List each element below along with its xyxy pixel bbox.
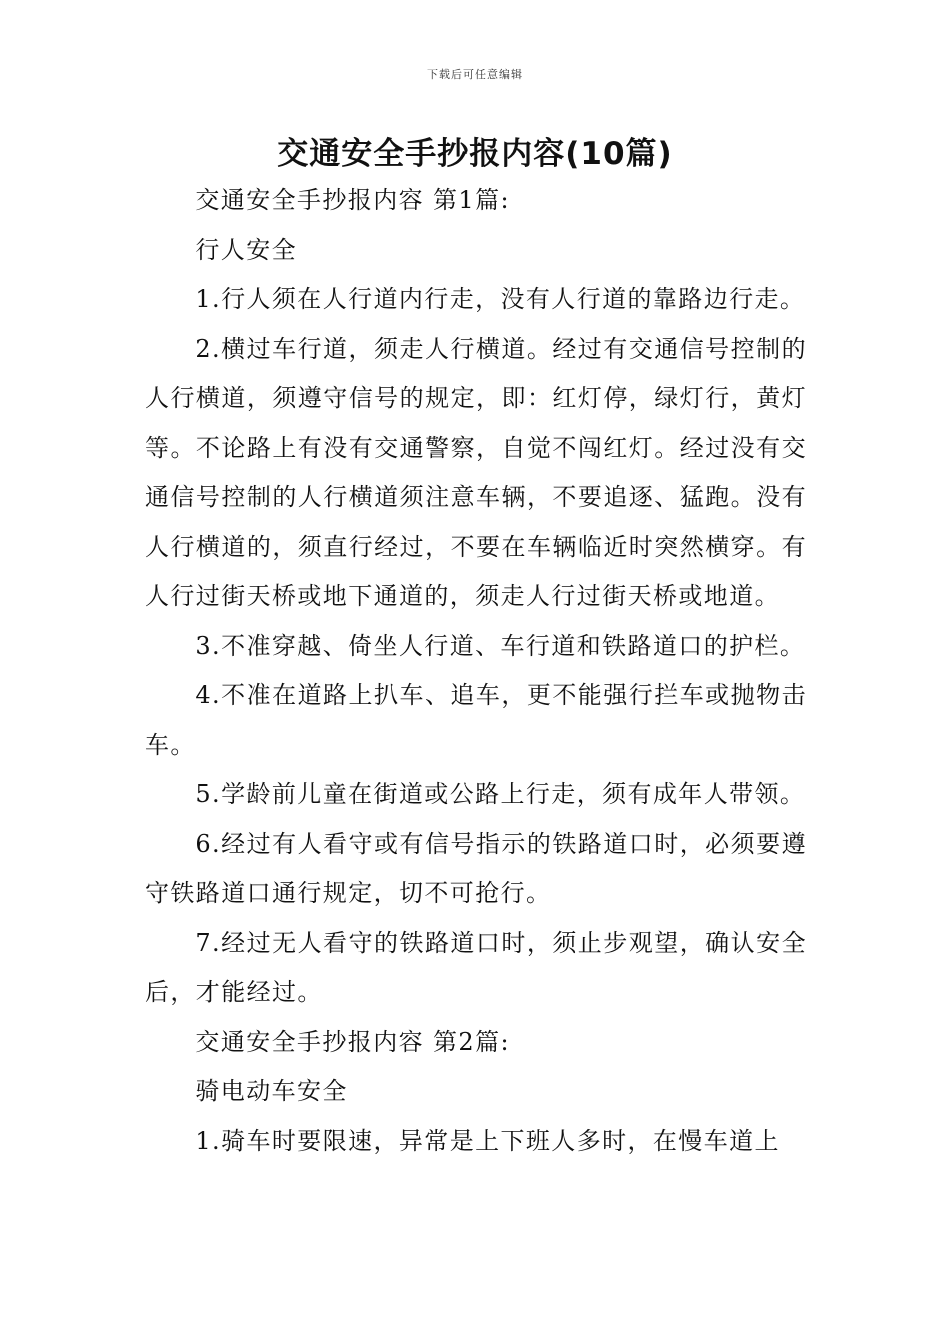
section-heading: 交通安全手抄报内容 第1篇: (195, 186, 510, 214)
subheading: 骑电动车安全 (195, 1077, 348, 1105)
paragraph: 1.行人须在人行道内行走，没有人行道的靠路边行走。 (195, 285, 806, 313)
subheading: 行人安全 (195, 235, 297, 264)
paragraph: 5.学龄前儿童在街道或公路上行走，须有成年人带领。 (195, 780, 806, 808)
section-heading: 交通安全手抄报内容 第2篇: (195, 1027, 510, 1056)
document-body (145, 176, 807, 1166)
header-note: 下载后可任意编辑 (427, 68, 523, 81)
document-title: 交通安全手抄报内容(10篇) (277, 136, 673, 172)
paragraph: 1.骑车时要限速，异常是上下班人多时，在慢车道上 (195, 1126, 780, 1155)
paragraph: 3.不准穿越、倚坐人行道、车行道和铁路道口的护栏。 (195, 631, 806, 660)
paragraph: 6.经过有人看守或有信号指示的铁路道口时，必须要遵守铁路道口通行规定，切不可抢行。 (145, 829, 807, 907)
paragraph: 4.不准在道路上扒车、追车，更不能强行拦车或抛物击车。 (145, 681, 807, 759)
paragraph: 7.经过无人看守的铁路道口时，须止步观望，确认安全后，才能经过。 (145, 928, 807, 1006)
paragraph: 2.横过车行道，须走人行横道。经过有交通信号控制的人行横道，须遵守信号的规定，即：红灯停，绿灯行，黄灯等。不论路上有没有交通警察，自觉不闯红灯。经过没有交通信号控制的人行横道须注意车辆，不要追逐、猛跑。没有人行横道的，须直行经过，不要在车辆临近时突然横穿。有人行过街天桥或地下通道的，须走人行过街天桥或地道。 (145, 334, 807, 610)
